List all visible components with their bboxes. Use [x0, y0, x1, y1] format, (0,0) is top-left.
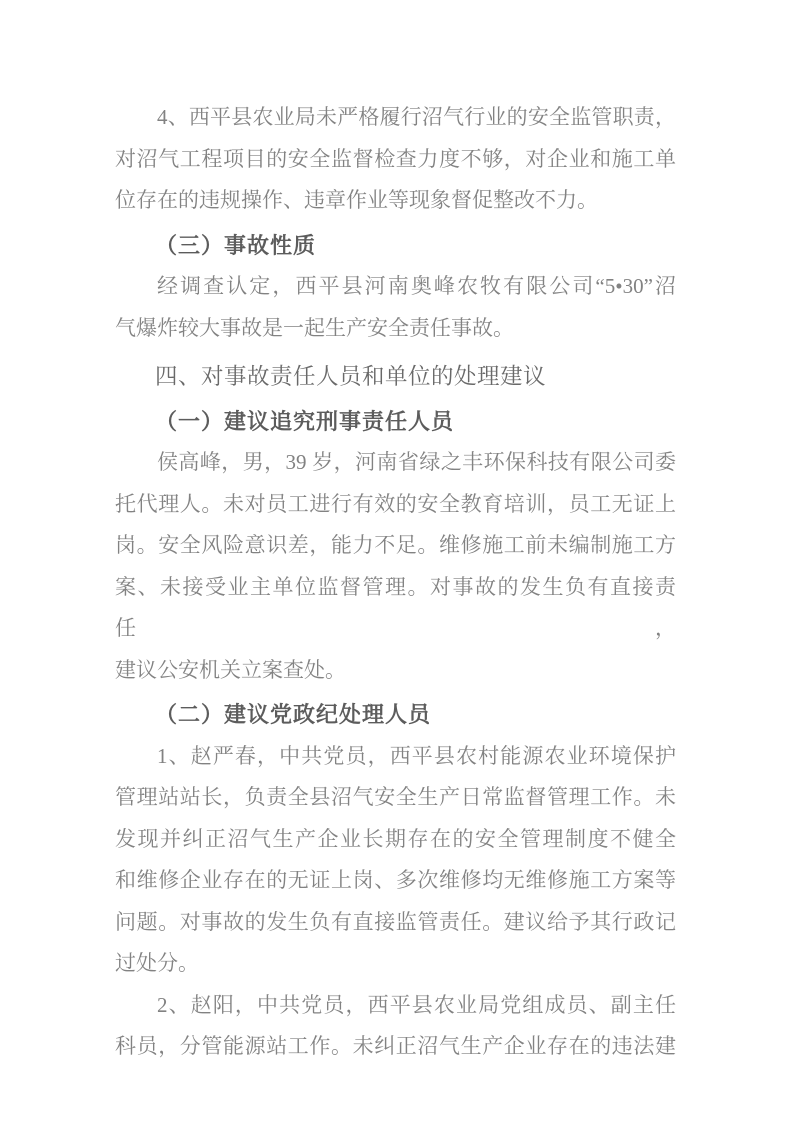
paragraph [115, 985, 676, 1068]
document-body [115, 97, 676, 1068]
text-line: 过处分。 [115, 951, 199, 975]
text-line: 岗。安全风险意识差，能力不足。维修施工前未编制施工方 [115, 533, 676, 557]
paragraph [115, 442, 676, 691]
text-line: 科员，分管能源站工作。未纠正沼气生产企业存在的违法建 [115, 1034, 676, 1058]
text-line: 发现并纠正沼气生产企业长期存在的安全管理制度不健全 [115, 826, 676, 851]
section-heading-level1: 四、对事故责任人员和单位的处理建议 [155, 364, 547, 389]
section-heading-level2: （三）事故性质 [155, 232, 317, 258]
paragraph [115, 266, 676, 349]
text-line: 1、赵严春，中共党员，西平县农村能源农业环境保护 [157, 743, 676, 768]
text-line: 对沼气工程项目的安全监督检查力度不够，对企业和施工单 [115, 146, 676, 171]
paragraph [115, 736, 676, 985]
text-line: 托代理人。未对员工进行有效的安全教育培训，员工无证上 [115, 491, 676, 516]
text-line: 管理站站长，负责全县沼气安全生产日常监督管理工作。未 [115, 785, 676, 809]
text-line: 位存在的违规操作、违章作业等现象督促整改不力。 [115, 188, 598, 212]
text-line: 经调查认定，西平县河南奥峰农牧有限公司“5•30”沼 [157, 274, 676, 298]
text-line: 侯高峰，男，39 岁，河南省绿之丰环保科技有限公司委 [157, 450, 676, 474]
section-heading-level2: （二）建议党政纪处理人员 [155, 702, 432, 727]
text-line: 和维修企业存在的无证上岗、多次维修均无维修施工方案等 [115, 868, 676, 892]
section-heading-level2: （一）建议追究刑事责任人员 [155, 408, 455, 434]
text-line: 建议公安机关立案查处。 [115, 657, 346, 682]
text-line: 4、西平县农业局未严格履行沼气行业的安全监管职责， [157, 105, 676, 129]
text-line: 2、赵阳，中共党员，西平县农业局党组成员、副主任 [157, 992, 676, 1017]
text-line: 问题。对事故的发生负有直接监管责任。建议给予其行政记 [115, 909, 676, 934]
text-line: 案、未接受业主单位监督管理。对事故的发生负有直接责任， [115, 574, 676, 640]
text-line: 气爆炸较大事故是一起生产安全责任事故。 [115, 315, 514, 340]
paragraph [115, 97, 676, 222]
